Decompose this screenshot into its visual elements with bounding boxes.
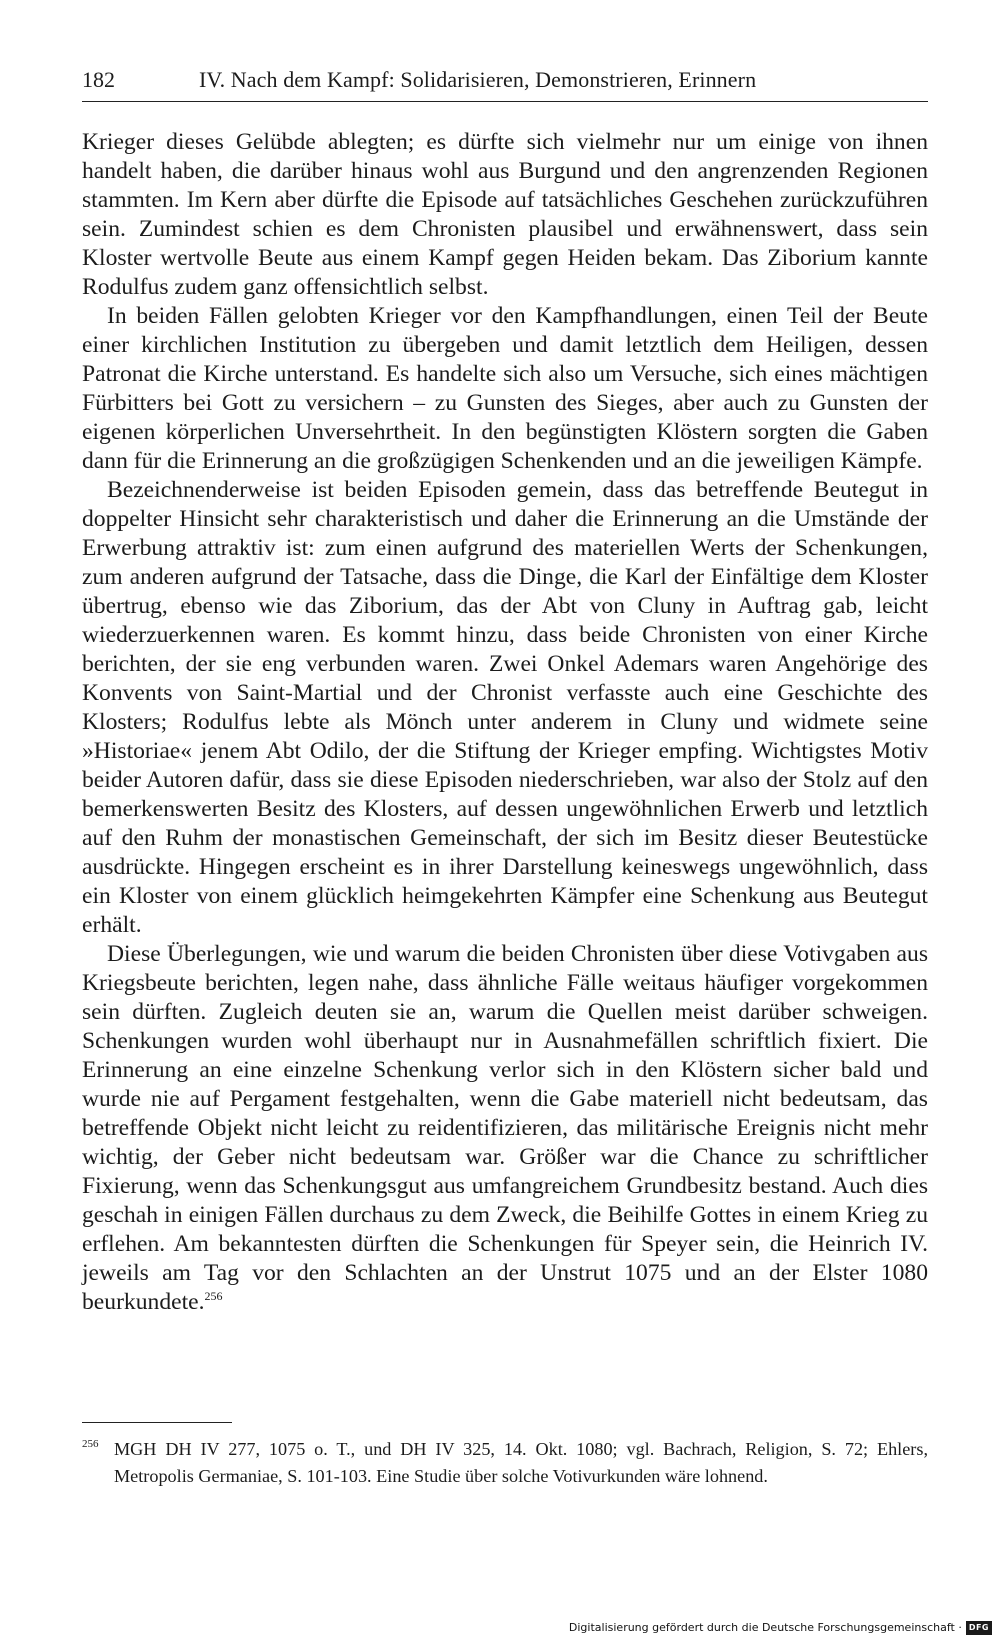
header-rule xyxy=(82,101,928,102)
dfg-logo: DFG xyxy=(966,1621,992,1635)
paragraph-4 xyxy=(82,940,928,1317)
footnote-rule xyxy=(82,1422,232,1423)
footnote xyxy=(82,1436,928,1490)
body-text xyxy=(82,128,928,1317)
page-number: 182 xyxy=(82,67,115,92)
footnote-text: MGH DH IV 277, 1075 o. T., und DH IV 325, 14. Okt. 1080; vgl. Bachrach, Religion, S. 72; Ehlers, Metropolis Germaniae, S. 101-103. Eine Studie über solche Votivurkunden wäre lohnend. xyxy=(114,1439,928,1486)
paragraph-4-text: Diese Überlegungen, wie und warum die beiden Chronisten über diese Votivgaben aus Kriegsbeute berichten, legen nahe, dass ähnliche Fälle weitaus häufiger vorgekommen sein dürften. Zugleich deuten sie an, warum die Quellen meist darüber schweigen. Schenkungen wurden wohl überhaupt nur in Ausnahmefällen schriftlich fixiert. Die Erinnerung an eine einzelne Schenkung verlor sich in den Klöstern sicher bald und wurde nie auf Pergament festgehalten, wenn die Gabe materiell nicht bedeutsam, das betreffende Objekt nicht leicht zu reidentifizieren, das militärische Ereignis nicht mehr wichtig, der Geber nicht bedeutsam war. Größer war die Chance zu schriftlicher Fixierung, wenn das Schenkungsgut aus umfangreichem Grundbesitz bestand. Auch dies geschah in einigen Fällen durchaus zu dem Zweck, die Beihilfe Gottes in einem Krieg zu erflehen. Am bekanntesten dürften die Schenkungen für Speyer sein, die Heinrich IV. jeweils am Tag vor den Schlachten an der Unstrut 1075 und an der Elster 1080 beurkundete. xyxy=(82,941,928,1315)
footnote-number: 256 xyxy=(82,1438,99,1450)
running-title: IV. Nach dem Kampf: Solidarisieren, Demonstrieren, Erinnern xyxy=(199,67,757,92)
digitization-notice-text: Digitalisierung gefördert durch die Deutsche Forschungsgemeinschaft · xyxy=(568,1621,962,1634)
digitization-notice xyxy=(569,1619,992,1637)
footnote-reference: 256 xyxy=(204,1289,223,1303)
running-head xyxy=(82,60,928,100)
paragraph-3: Bezeichnenderweise ist beiden Episoden gemein, dass das betreffende Beutegut in doppelter Hinsicht sehr charakteristisch und daher die Erinnerung an die Umstände der Erwerbung attraktiv ist: zum einen aufgrund des materiellen Werts der Schenkungen, zum anderen aufgrund der Tatsache, dass die Dinge, die Karl der Einfältige dem Kloster übertrug, ebenso wie das Ziborium, das der Abt von Cluny in Auftrag gab, leicht wiederzuerkennen waren. Es kommt hinzu, dass beide Chronisten von einer Kirche berichten, der sie eng verbunden waren. Zwei Onkel Ademars waren Angehörige des Konvents von Saint-Martial und der Chronist verfasste auch eine Geschichte des Klosters; Rodulfus lebte als Mönch unter anderem in Cluny und widmete seine »Historiae« jenem Abt Odilo, der die Stiftung der Krieger empfing. Wichtigstes Motiv beider Autoren dafür, dass sie diese Episoden niederschrieben, war also der Stolz auf den bemerkenswerten Besitz des Klosters, auf dessen ungewöhnlichen Erwerb und letztlich auf den Ruhm der monastischen Gemeinschaft, der sich im Besitz dieser Beutestücke ausdrückte. Hingegen erscheint es in ihrer Darstellung keineswegs ungewöhnlich, dass ein Kloster von einem glücklich heimgekehrten Kämpfer eine Schenkung aus Beutegut erhält. xyxy=(82,477,928,938)
paragraph-2: In beiden Fällen gelobten Krieger vor den Kampfhandlungen, einen Teil der Beute einer kirchlichen Institution zu übergeben und damit letztlich dem Heiligen, dessen Patronat die Kirche unterstand. Es handelte sich also um Versuche, sich eines mächtigen Fürbitters bei Gott zu versichern – zu Gunsten des Sieges, aber auch zu Gunsten der eigenen körperlichen Unversehrtheit. In den begünstigten Klöstern sorgten die Gaben dann für die Erinnerung an die großzügigen Schenkenden und an die jeweiligen Kämpfe. xyxy=(82,303,928,474)
paragraph-1: Krieger dieses Gelübde ablegten; es dürfte sich vielmehr nur um einige von ihnen handelt haben, die darüber hinaus wohl aus Burgund und den angrenzenden Regionen stammten. Im Kern aber dürfte die Episode auf tatsächliches Geschehen zurückzuführen sein. Zumindest schien es dem Chronisten plausibel und erwähnenswert, dass sein Kloster wertvolle Beute aus einem Kampf gegen Heiden bekam. Das Ziborium kannte Rodulfus zudem ganz offensichtlich selbst. xyxy=(82,129,928,300)
